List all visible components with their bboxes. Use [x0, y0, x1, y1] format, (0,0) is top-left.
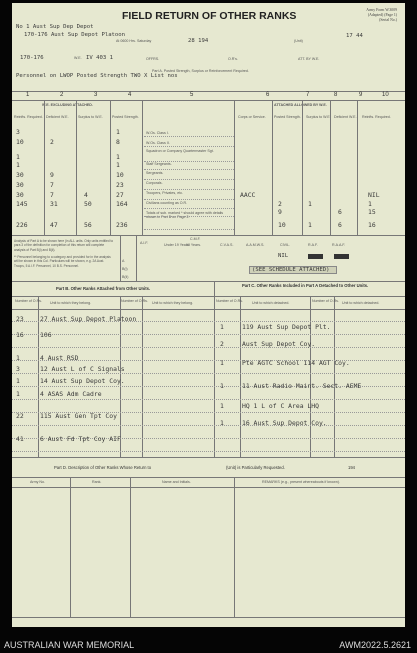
col-header: Posted Strength.: [112, 115, 139, 119]
part-a-cell: 9: [278, 208, 282, 216]
dotted-rule: [144, 189, 234, 190]
rank-label: Squadron or Company Quartermaster Sgt.: [146, 149, 214, 153]
we-label: W.E.: [74, 56, 82, 60]
rule: [12, 617, 405, 618]
rule: [12, 309, 405, 310]
part-b-unit: 115 Aust Gen Tpt Coy: [40, 412, 117, 420]
col-number: 3: [94, 92, 98, 98]
dotted-rule: [144, 161, 234, 162]
part-a-cell: 1: [308, 221, 312, 229]
part-c-count: 2: [220, 340, 224, 348]
part-d-col: Army No.: [30, 480, 45, 484]
col-number: 1: [26, 92, 30, 98]
part-d-year: 194: [348, 465, 355, 470]
part-d-heading-unit: (Unit) is Particularly Requested.: [226, 465, 285, 470]
col-number: 9: [359, 92, 363, 98]
part-b-col: Unit to which they belong.: [50, 301, 92, 305]
part-a-cell: 3: [16, 128, 20, 136]
rule: [234, 100, 235, 235]
part-a-cell: 31: [50, 200, 58, 208]
rule: [76, 100, 77, 235]
rank-label: W.Os. Class II.: [146, 141, 170, 145]
dotted-rule: [12, 425, 405, 426]
rule: [357, 100, 358, 235]
dotted-rule: [144, 136, 234, 137]
analysis-col: C.V.A.S.: [220, 243, 234, 247]
part-c-count: 1: [220, 402, 224, 410]
rank-label: Corporals.: [146, 181, 163, 185]
part-c-count: 1: [220, 419, 224, 427]
part-b-count: 22: [16, 412, 24, 420]
redaction-block: [308, 254, 323, 259]
dotted-rule: [144, 169, 234, 170]
rule: [12, 91, 405, 92]
part-c-col: Unit to which detached.: [252, 301, 290, 305]
rule: [234, 477, 235, 617]
part-b-heading: Part B. Other Ranks Attached from Other Units.: [56, 286, 151, 291]
rule: [12, 457, 405, 458]
rule: [12, 235, 405, 236]
part-a-cell: 23: [116, 181, 124, 189]
rule: [330, 100, 331, 235]
part-b-count: 3: [16, 365, 20, 373]
part-a-cell: 47: [50, 221, 58, 229]
part-a-cell: 16: [368, 221, 376, 229]
col-header: Posted Strength.: [274, 115, 301, 119]
part-b-count: 23: [16, 315, 24, 323]
part-b-count: 1: [16, 390, 20, 398]
col-number: 7: [306, 92, 310, 98]
hrs-value: 28 194: [188, 38, 209, 44]
col-number: 4: [128, 92, 132, 98]
hrs-label: At 0600 Hrs. Saturday: [116, 39, 152, 43]
analysis-col: 19 Years.: [186, 243, 201, 247]
part-a-cell: 8: [116, 138, 120, 146]
part-c-unit: Aust Sup Depot Coy.: [242, 340, 316, 348]
part-d-col: REMARKS (e.g., present whereabouts if known).: [262, 480, 340, 484]
rule: [120, 235, 121, 281]
analysis-value: NIL: [278, 253, 289, 259]
offrs-label: OFFRS.: [146, 57, 160, 61]
part-a-cell: AACC: [240, 191, 256, 199]
unit-name: No 1 Aust Sup Dep Depot: [16, 24, 94, 30]
rule: [130, 477, 131, 617]
part-b-count: 16: [16, 331, 24, 339]
rule: [272, 100, 273, 235]
part-a-cell: 226: [16, 221, 28, 229]
part-a-cell: 27: [116, 191, 124, 199]
part-b-col: Unit to which they belong.: [152, 301, 194, 305]
field-return-form: [12, 3, 405, 627]
dotted-rule: [144, 146, 234, 147]
part-a-cell: 9: [50, 171, 54, 179]
serial-no-label: (Serial No.): [379, 18, 397, 22]
rule: [44, 100, 45, 235]
part-a-cell: 6: [338, 208, 342, 216]
unit-label: (Unit): [294, 39, 303, 43]
dotted-rule: [12, 373, 405, 374]
part-a-cell: 1: [16, 153, 20, 161]
analysis-col: R.A.F.: [308, 243, 318, 247]
dotted-rule: [144, 216, 234, 217]
part-a-cell: 15: [368, 208, 376, 216]
left-header: W.E. EXCLUDING ATTACHED.: [42, 103, 93, 107]
part-a-cell: 1: [116, 128, 120, 136]
dotted-rule: [12, 451, 405, 452]
part-b-unit: 12 Aust L of C Signals: [40, 365, 125, 373]
analysis-col: CIVIL.: [280, 243, 290, 247]
rule: [214, 281, 215, 457]
part-b-count: 41: [16, 435, 24, 443]
part-c-col: Number of O.Rs.: [312, 299, 339, 303]
analysis-col: C.M.F.: [190, 237, 201, 241]
stamp-text: (SEE SCHEDULE ATTACHED): [252, 267, 330, 273]
part-c-unit: 16 Aust Sup Depot Coy.: [242, 419, 327, 427]
part-b-count: 1: [16, 354, 20, 362]
part-a-cell: 7: [50, 181, 54, 189]
analysis-col: A.A.M.W.S.: [246, 243, 265, 247]
rank-label: Sergeants.: [146, 171, 164, 175]
col-header: Deficient W.E.: [334, 115, 357, 119]
part-a-cell: NIL: [368, 191, 380, 199]
ors-label: O.R's.: [228, 57, 238, 61]
part-b-col: Number of O.Rs.: [15, 299, 42, 303]
part-c-unit: Pte AGTC School 114 AGT Coy.: [242, 359, 350, 367]
part-b-unit: 14 Aust Sup Depot Coy.: [40, 377, 125, 385]
analysis-col: A.I.F.: [140, 241, 149, 245]
rule: [136, 235, 137, 281]
part-b-count: 1: [16, 377, 20, 385]
rule: [12, 100, 405, 101]
dotted-rule: [144, 199, 234, 200]
rule: [302, 100, 303, 235]
part-d-col: Rank.: [92, 480, 102, 484]
col-number: 10: [382, 92, 389, 98]
part-a-cell: 1: [368, 200, 372, 208]
part-a-cell: 10: [116, 171, 124, 179]
part-a-title: Part A. Posted Strength, Surplus or Reinforcement Required.: [152, 69, 249, 73]
part-a-cell: 145: [16, 200, 28, 208]
analysis-col: R.A.A.F.: [332, 243, 346, 247]
part-b-unit: 6 Aust Fd Tpt Coy AIF: [40, 435, 121, 443]
army-form-label: [366, 8, 397, 23]
col-header: Reinfts. Required.: [14, 115, 43, 119]
part-b-unit: 27 Aust Sup Depot Platoon: [40, 315, 137, 323]
analysis-row-label: A: [122, 259, 125, 263]
part-d-heading: Part D. Description of Other Ranks Whose Return to: [54, 465, 152, 470]
part-c-unit: 11 Aust Radio Maint. Sect. AEME: [242, 382, 362, 390]
serial-value: 17 44: [346, 33, 363, 39]
analysis-note: Analysis of Part A to be shown here (in ALL units. Only units entitled to para 3 of the definition for completion of this return will complete analysis of Part B(i) and B(ii).: [14, 239, 114, 252]
part-a-cell: 30: [16, 171, 24, 179]
we-value: 170-176: [20, 55, 44, 61]
dotted-rule: [144, 229, 234, 230]
part-c-col: Number of O.Rs.: [216, 299, 243, 303]
part-a-cell: 236: [116, 221, 128, 229]
footer-accession: AWM2022.5.2621: [339, 640, 411, 650]
part-c-col: Unit to which detached.: [342, 301, 380, 305]
footer-source: AUSTRALIAN WAR MEMORIAL: [4, 640, 135, 650]
redaction-block: [334, 254, 349, 259]
part-a-cell: 1: [308, 200, 312, 208]
part-c-unit: 119 Aust Sup Depot Plt.: [242, 323, 331, 331]
rank-label: Staff Sergeants.: [146, 162, 172, 166]
footer: [0, 640, 417, 653]
dotted-rule: [12, 399, 405, 400]
part-a-cell: 1: [116, 161, 120, 169]
personnel-line: Personnel on LWOP Posted Strength TWO X List nos: [16, 73, 178, 79]
rule: [12, 296, 405, 297]
col-number: 6: [266, 92, 270, 98]
part-b-unit: 106: [40, 331, 52, 339]
part-a-cell: 6: [338, 221, 342, 229]
part-c-count: 1: [220, 323, 224, 331]
col-number: 8: [334, 92, 338, 98]
rank-label: W.Os. Class I.: [146, 131, 169, 135]
army-form-number: Army Form W.3009: [366, 8, 397, 12]
rule: [110, 100, 111, 235]
dotted-rule: [12, 347, 405, 348]
dotted-rule: [144, 208, 234, 209]
part-a-cell: 164: [116, 200, 128, 208]
part-a-cell: 30: [16, 191, 24, 199]
part-b-unit: 4 Aust RSD: [40, 354, 79, 362]
part-a-cell: 56: [84, 221, 92, 229]
col-header: Corps or Service.: [238, 115, 266, 119]
army-form-adapted: (Adapted) (Page 1): [367, 13, 397, 17]
right-header: ATTACHED ALLOWED BY W.E.: [274, 103, 327, 107]
col-header: Reinfts. Required.: [362, 115, 391, 119]
we-numbers: IV 403 1: [86, 55, 113, 61]
col-header: Surplus to W.E.: [78, 115, 103, 119]
part-d-col: Name and Initials.: [162, 480, 191, 484]
analysis-row-label: B(i): [122, 267, 128, 271]
part-a-cell: 10: [16, 138, 24, 146]
rank-label: Totals of sub. marked * should agree with details shown in Part B on Page 2.: [146, 211, 224, 219]
part-a-cell: 10: [278, 221, 286, 229]
part-c-unit: HQ 1 L of C Area LHQ: [242, 402, 319, 410]
notice-note: ** Personnel belonging to a category and provided for in the analysis will be shown in this Col. Particulars will be shown, e.g. 2A Aust. Troops, 5 A.I.F. Personnel, 10 B.S. Personnel.: [14, 255, 111, 268]
form-title: FIELD RETURN OF OTHER RANKS: [122, 10, 297, 22]
col-header: Surplus to W.E.: [306, 115, 331, 119]
part-b-unit: 4 ASAS Adm Cadre: [40, 390, 102, 398]
part-c-count: 1: [220, 359, 224, 367]
col-header: Deficient W.E.: [46, 115, 69, 119]
part-a-cell: 7: [50, 191, 54, 199]
col-number: 5: [190, 92, 194, 98]
att-label: ATT. BY W.E.: [298, 57, 320, 61]
part-b-col: Number of O.Rs.: [121, 299, 148, 303]
rule: [70, 477, 71, 617]
part-a-cell: 30: [16, 181, 24, 189]
col-number: 2: [60, 92, 64, 98]
dotted-rule: [144, 179, 234, 180]
part-a-cell: 1: [116, 153, 120, 161]
part-a-cell: 2: [50, 138, 54, 146]
part-c-count: 1: [220, 382, 224, 390]
part-a-cell: 50: [84, 200, 92, 208]
analysis-row-label: B(ii): [122, 275, 129, 279]
part-a-cell: 1: [16, 161, 20, 169]
part-a-cell: 4: [84, 191, 88, 199]
analysis-col: Under 19 Years.: [164, 243, 190, 247]
rule: [142, 100, 143, 235]
part-a-cell: 2: [278, 200, 282, 208]
part-c-heading: Part C. Other Ranks Included in Part A Detached to Other Units.: [242, 283, 369, 288]
rank-label: Troopers, Privates, etc.: [146, 191, 184, 195]
rank-label: Civilians counting as O.R.: [146, 201, 188, 205]
dotted-rule: [12, 334, 405, 335]
unit-platoon: 170-176 Aust Sup Depot Platoon: [24, 32, 126, 38]
rule: [12, 281, 405, 282]
